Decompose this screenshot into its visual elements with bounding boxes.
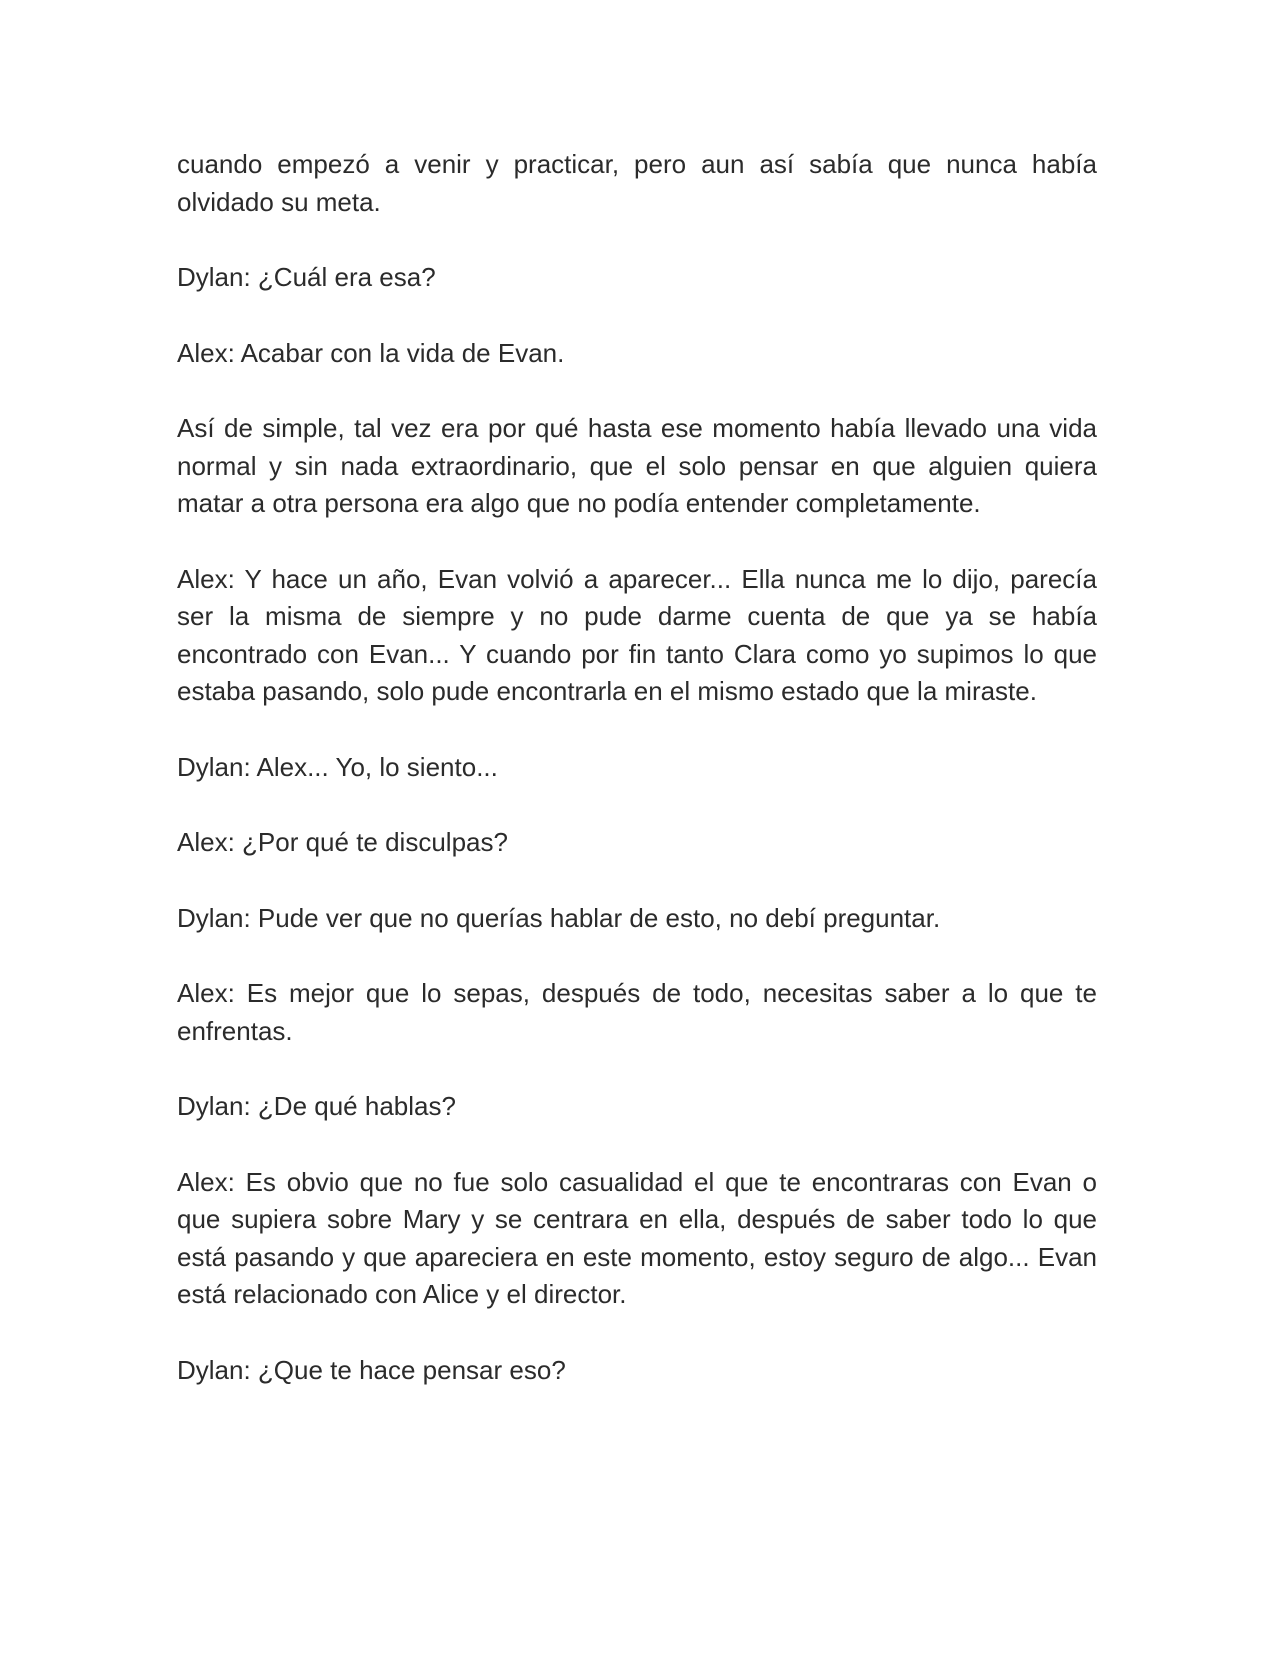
paragraph-3: Alex: Acabar con la vida de Evan. <box>177 337 565 368</box>
paragraph-2: Dylan: ¿Cuál era esa? <box>177 262 436 292</box>
paragraph-11: Alex: Es obvio que no fue solo casualidad el que te encontraras con Evan o que supiera sobre Mary y se centrara en ella, después de saber todo lo que está pasando y que apareciera en este momento, estoy seguro de algo... Evan está relacionado con Alice y el director. <box>177 1166 1097 1309</box>
paragraph-7: Alex: ¿Por qué te disculpas? <box>177 827 508 857</box>
paragraph-6: Dylan: Alex... Yo, lo siento... <box>177 751 498 782</box>
paragraph-12: Dylan: ¿Que te hace pensar eso? <box>177 1354 566 1385</box>
paragraph-9: Alex: Es mejor que lo sepas, después de todo, necesitas saber a lo que te enfrentas. <box>177 978 1097 1046</box>
paragraph-1: cuando empezó a venir y practicar, pero aun así sabía que nunca había olvidado su meta. <box>177 149 1097 217</box>
paragraph-5: Alex: Y hace un año, Evan volvió a aparecer... Ella nunca me lo dijo, parecía ser la misma de siempre y no pude darme cuenta de que ya se había encontrado con Evan... Y cuando por fin tanto Clara como yo supimos lo que estaba pasando, solo pude encontrarla en el mismo estado que la miraste. <box>177 563 1097 706</box>
document-body <box>177 146 1097 1427</box>
paragraph-10: Dylan: ¿De qué hablas? <box>177 1091 456 1121</box>
paragraph-4: Así de simple, tal vez era por qué hasta ese momento había llevado una vida normal y sin nada extraordinario, que el solo pensar en que alguien quiera matar a otra persona era algo que no podía entender completamente. <box>177 413 1097 518</box>
paragraph-8: Dylan: Pude ver que no querías hablar de esto, no debí preguntar. <box>177 902 941 933</box>
